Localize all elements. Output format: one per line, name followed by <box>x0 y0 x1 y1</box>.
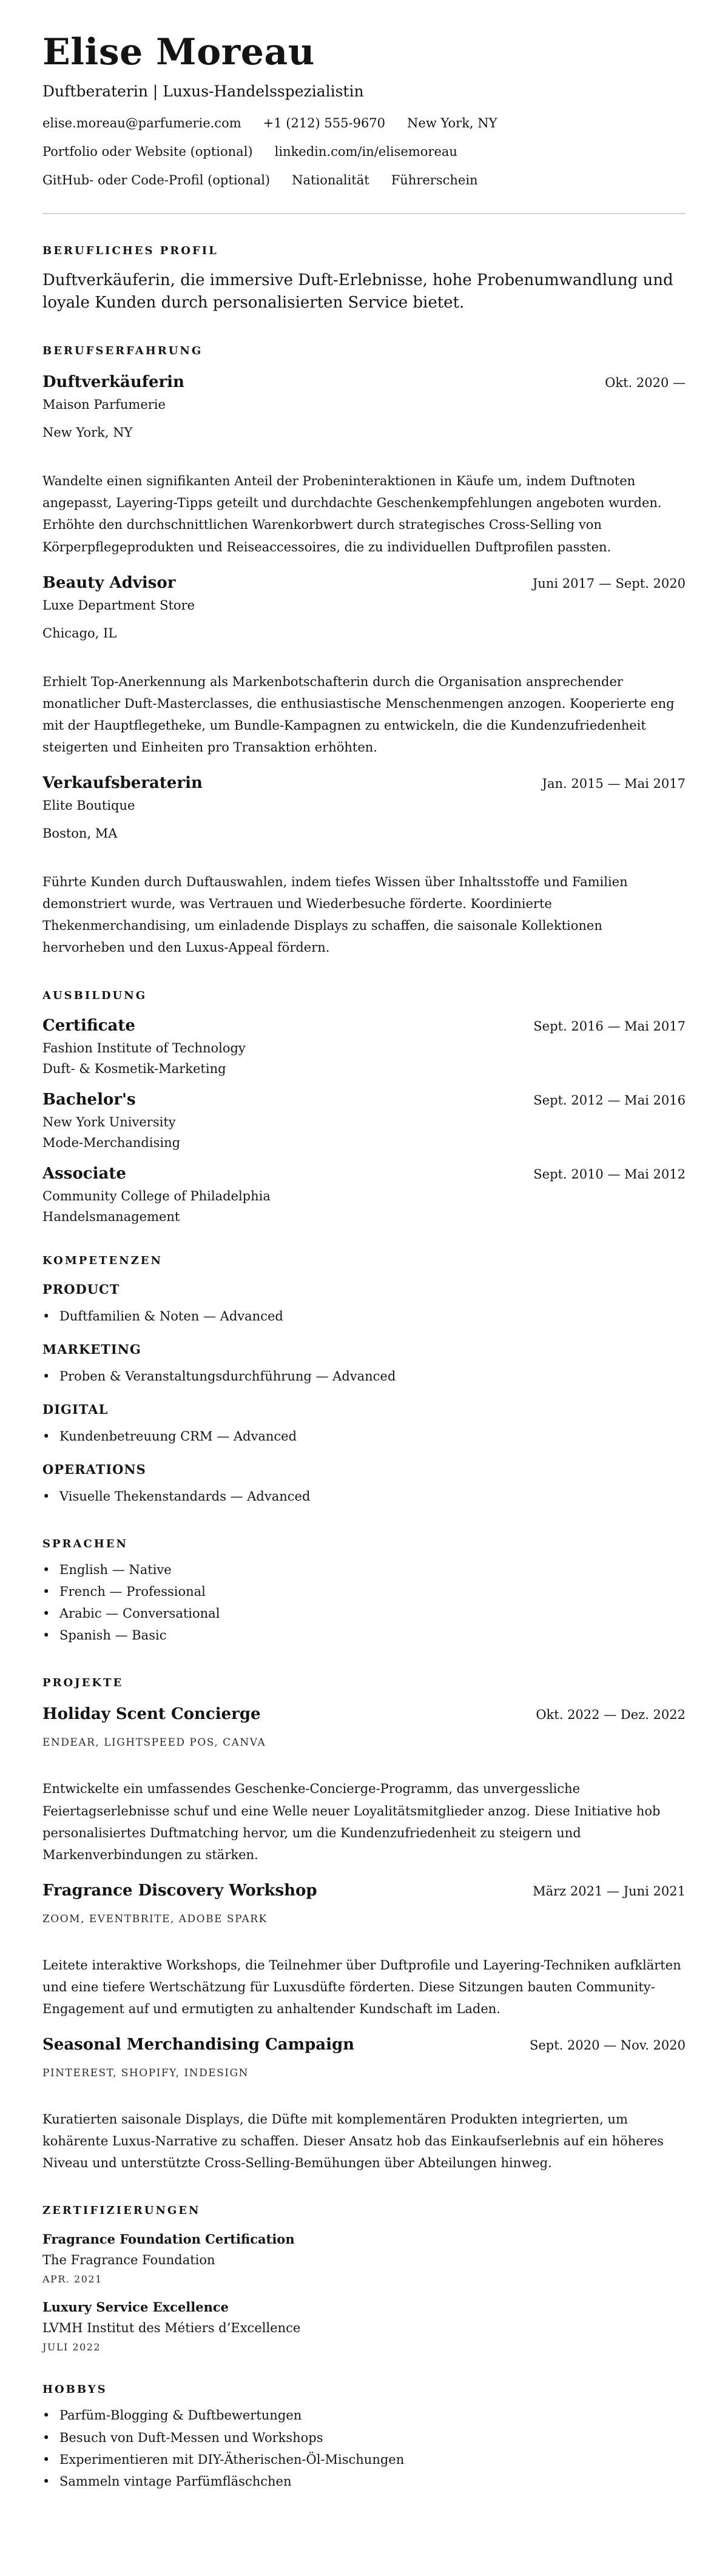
skill-list <box>42 1485 686 1507</box>
hobbies-section <box>42 2383 686 2492</box>
section-title-certifications: ZERTIFIZIERUNGEN <box>42 2204 201 2218</box>
project-description: Entwickelte ein umfassendes Geschenke-Concierge-Programm, das unvergessliche Feiertagserlebnisse schuf und eine Welle neuer Loyalitätsmitglieder anzog. Diese Initiative hob personalisiertes Duftmatching hervor, um die Kundenzufriedenheit zu steigern und Markenverbindungen zu stärken. <box>42 1781 661 1862</box>
experience-role: Beauty Advisor <box>42 573 176 592</box>
education-date: Sept. 2010 — Mai 2012 <box>533 1166 686 1182</box>
contact-drivers-license: Führerschein <box>391 173 478 188</box>
education-entry <box>42 1165 686 1224</box>
section-title-languages: SPRACHEN <box>42 1537 128 1550</box>
contact-portfolio[interactable]: Portfolio oder Website (optional) <box>42 144 253 159</box>
education-entry <box>42 1091 686 1150</box>
skill-list <box>42 1305 686 1327</box>
experience-org: Luxe Department Store <box>42 597 195 613</box>
experience-role: Duftverkäuferin <box>42 373 184 392</box>
language-item: • French — Professional <box>59 1581 686 1602</box>
project-tech: ENDEAR, LIGHTSPEED POS, CANVA <box>42 1737 266 1749</box>
certification-date: JULI 2022 <box>42 2341 101 2353</box>
contact-github[interactable]: GitHub- oder Code-Profil (optional) <box>42 173 271 188</box>
certification-name: Fragrance Foundation Certification <box>42 2231 295 2247</box>
experience-date: Juni 2017 — Sept. 2020 <box>532 576 686 591</box>
skill-item: • Kundenbetreuung CRM — Advanced <box>59 1425 686 1447</box>
section-title-projects: PROJEKTE <box>42 1676 124 1690</box>
skill-item: • Proben & Veranstaltungsdurchführung — Advanced <box>59 1365 686 1387</box>
contact-email[interactable]: elise.moreau@parfumerie.com <box>42 115 241 130</box>
experience-description: Wandelte einen signifikanten Anteil der Probeninteraktionen in Käufe um, indem Duftnoten angepasst, Layering-Tipps geteilt und durchdachte Geschenkempfehlungen angeboten wurden. Erhöhte den durchschnittlichen Warenkorbwert durch strategisches Cross-Selling von Körperpflegeprodukten und Reiseaccessoires, die zu individuellen Duftprofilen passten. <box>42 474 662 554</box>
summary-section <box>42 244 686 314</box>
skill-list <box>42 1365 686 1387</box>
contact-linkedin[interactable]: linkedin.com/in/elisemoreau <box>274 144 457 159</box>
experience-location: New York, NY <box>42 425 133 440</box>
contact-phone[interactable]: +1 (212) 555-9670 <box>263 115 386 130</box>
contact-location: New York, NY <box>407 115 497 130</box>
candidate-name: Elise Moreau <box>42 31 315 73</box>
experience-date: Jan. 2015 — Mai 2017 <box>542 776 686 792</box>
education-degree: Certificate <box>42 1016 135 1035</box>
education-school: Community College of Philadelphia <box>42 1188 271 1203</box>
language-item: • Arabic — Conversational <box>59 1602 686 1624</box>
project-entry <box>42 1705 686 1865</box>
education-field: Handelsmanagement <box>42 1209 180 1224</box>
project-tech: PINTEREST, SHOPIFY, INDESIGN <box>42 2067 249 2080</box>
language-item: • Spanish — Basic <box>59 1624 686 1646</box>
hobby-item: • Besuch von Duft-Messen und Workshops <box>59 2427 686 2449</box>
project-tech: ZOOM, EVENTBRITE, ADOBE SPARK <box>42 1912 268 1925</box>
education-field: Mode-Merchandising <box>42 1135 181 1150</box>
skill-list <box>42 1425 686 1447</box>
section-title-skills: KOMPETENZEN <box>42 1254 163 1267</box>
summary-text: Duftverkäuferin, die immersive Duft-Erlebnisse, hohe Probenumwandlung und loyale Kunden durch personalisierten Service bietet. <box>42 271 673 312</box>
section-title-experience: BERUFSERFAHRUNG <box>42 345 203 358</box>
experience-role: Verkaufsberaterin <box>42 774 203 793</box>
certification-issuer: The Fragrance Foundation <box>42 2253 215 2268</box>
experience-section <box>42 345 686 958</box>
project-date: Okt. 2022 — Dez. 2022 <box>536 1707 686 1723</box>
education-date: Sept. 2016 — Mai 2017 <box>533 1018 686 1034</box>
contact-nationality: Nationalität <box>292 173 369 188</box>
project-name: Holiday Scent Concierge <box>42 1705 261 1724</box>
education-degree: Bachelor's <box>42 1090 136 1109</box>
project-description: Leitete interaktive Workshops, die Teilnehmer über Duftprofile und Layering-Techniken aufklärten und eine tiefere Wertschätzung für Luxusdüfte förderten. Diese Sitzungen bauten Community-Engagement auf und ermutigten zu anhaltender Kundschaft im Laden. <box>42 1957 681 2017</box>
education-date: Sept. 2012 — Mai 2016 <box>533 1092 686 1108</box>
header-divider <box>42 213 686 214</box>
language-item: • English — Native <box>59 1559 686 1581</box>
skill-category-title: OPERATIONS <box>42 1461 146 1477</box>
education-degree: Associate <box>42 1164 126 1183</box>
candidate-headline: Duftberaterin | Luxus-Handelsspezialistin <box>42 82 364 100</box>
education-entry <box>42 1017 686 1076</box>
section-title-education: AUSBILDUNG <box>42 989 147 1002</box>
section-title-summary: BERUFLICHES PROFIL <box>42 244 218 258</box>
experience-entry <box>42 574 686 758</box>
skill-item: • Duftfamilien & Noten — Advanced <box>59 1305 686 1327</box>
project-entry <box>42 1882 686 2020</box>
section-title-hobbies: HOBBYS <box>42 2383 107 2396</box>
project-date: Sept. 2020 — Nov. 2020 <box>529 2038 686 2053</box>
experience-description: Erhielt Top-Anerkennung als Markenbotschafterin durch die Organisation ansprechender monatlicher Duft-Masterclasses, die enthusiastische Menschenmengen anzogen. Kooperierte eng mit der Hauptflegetheke, um Bundle-Kampagnen zu entwickeln, die die Kundenzufriedenheit steigerten und Einheiten pro Transaktion erhöhten. <box>42 674 675 755</box>
certification-entry <box>42 2299 686 2353</box>
certification-issuer: LVMH Institut des Métiers d’Excellence <box>42 2321 301 2336</box>
project-entry <box>42 2036 686 2174</box>
projects-section <box>42 1676 686 2174</box>
hobby-item: • Experimentieren mit DIY-Ätherischen-Öl-Mischungen <box>59 2449 686 2470</box>
certifications-section <box>42 2204 686 2353</box>
education-section <box>42 989 686 1224</box>
language-list <box>42 1559 686 1646</box>
hobby-item: • Parfüm-Blogging & Duftbewertungen <box>59 2404 686 2426</box>
contact-row-1 <box>42 115 686 132</box>
experience-description: Führte Kunden durch Duftauswahlen, indem tiefes Wissen über Inhaltsstoffe und Familien demonstriert wurde, was Vertrauen und Wiederbesuche förderte. Koordinierte Thekenmerchandising, um einladende Displays zu schaffen, die saisonale Kollektionen hervorheben und den Luxus-Appeal fördern. <box>42 875 628 955</box>
hobby-list <box>42 2404 686 2492</box>
skill-item: • Visuelle Thekenstandards — Advanced <box>59 1485 686 1507</box>
certification-date: APR. 2021 <box>42 2273 103 2285</box>
experience-location: Boston, MA <box>42 826 118 841</box>
languages-section <box>42 1538 686 1646</box>
contact-row-3 <box>42 172 686 189</box>
skills-section <box>42 1254 686 1507</box>
experience-location: Chicago, IL <box>42 625 117 641</box>
certification-name: Luxury Service Excellence <box>42 2299 229 2315</box>
education-school: Fashion Institute of Technology <box>42 1040 246 1055</box>
project-date: März 2021 — Juni 2021 <box>533 1883 686 1898</box>
experience-date: Okt. 2020 — <box>605 375 686 391</box>
skill-category-title: PRODUCT <box>42 1281 120 1297</box>
skill-category-title: DIGITAL <box>42 1401 109 1417</box>
project-description: Kuratierten saisonale Displays, die Düfte mit komplementären Produkten integrierten, um kohärente Luxus-Narrative zu schaffen. Dieser Ansatz hob das Einkaufserlebnis auf ein höheres Niveau und unterstützte Cross-Selling-Bemühungen über Abteilungen hinweg. <box>42 2112 664 2171</box>
contact-row-2 <box>42 144 686 160</box>
experience-org: Elite Boutique <box>42 798 135 813</box>
experience-entry <box>42 373 686 557</box>
education-school: New York University <box>42 1114 176 1129</box>
education-field: Duft- & Kosmetik-Marketing <box>42 1061 226 1076</box>
experience-org: Maison Parfumerie <box>42 397 166 412</box>
certification-entry <box>42 2231 686 2285</box>
resume-header <box>42 32 686 189</box>
hobby-item: • Sammeln vintage Parfümfläschchen <box>59 2470 686 2492</box>
skill-category-title: MARKETING <box>42 1341 141 1357</box>
project-name: Seasonal Merchandising Campaign <box>42 2036 355 2054</box>
experience-entry <box>42 774 686 958</box>
project-name: Fragrance Discovery Workshop <box>42 1881 317 1900</box>
